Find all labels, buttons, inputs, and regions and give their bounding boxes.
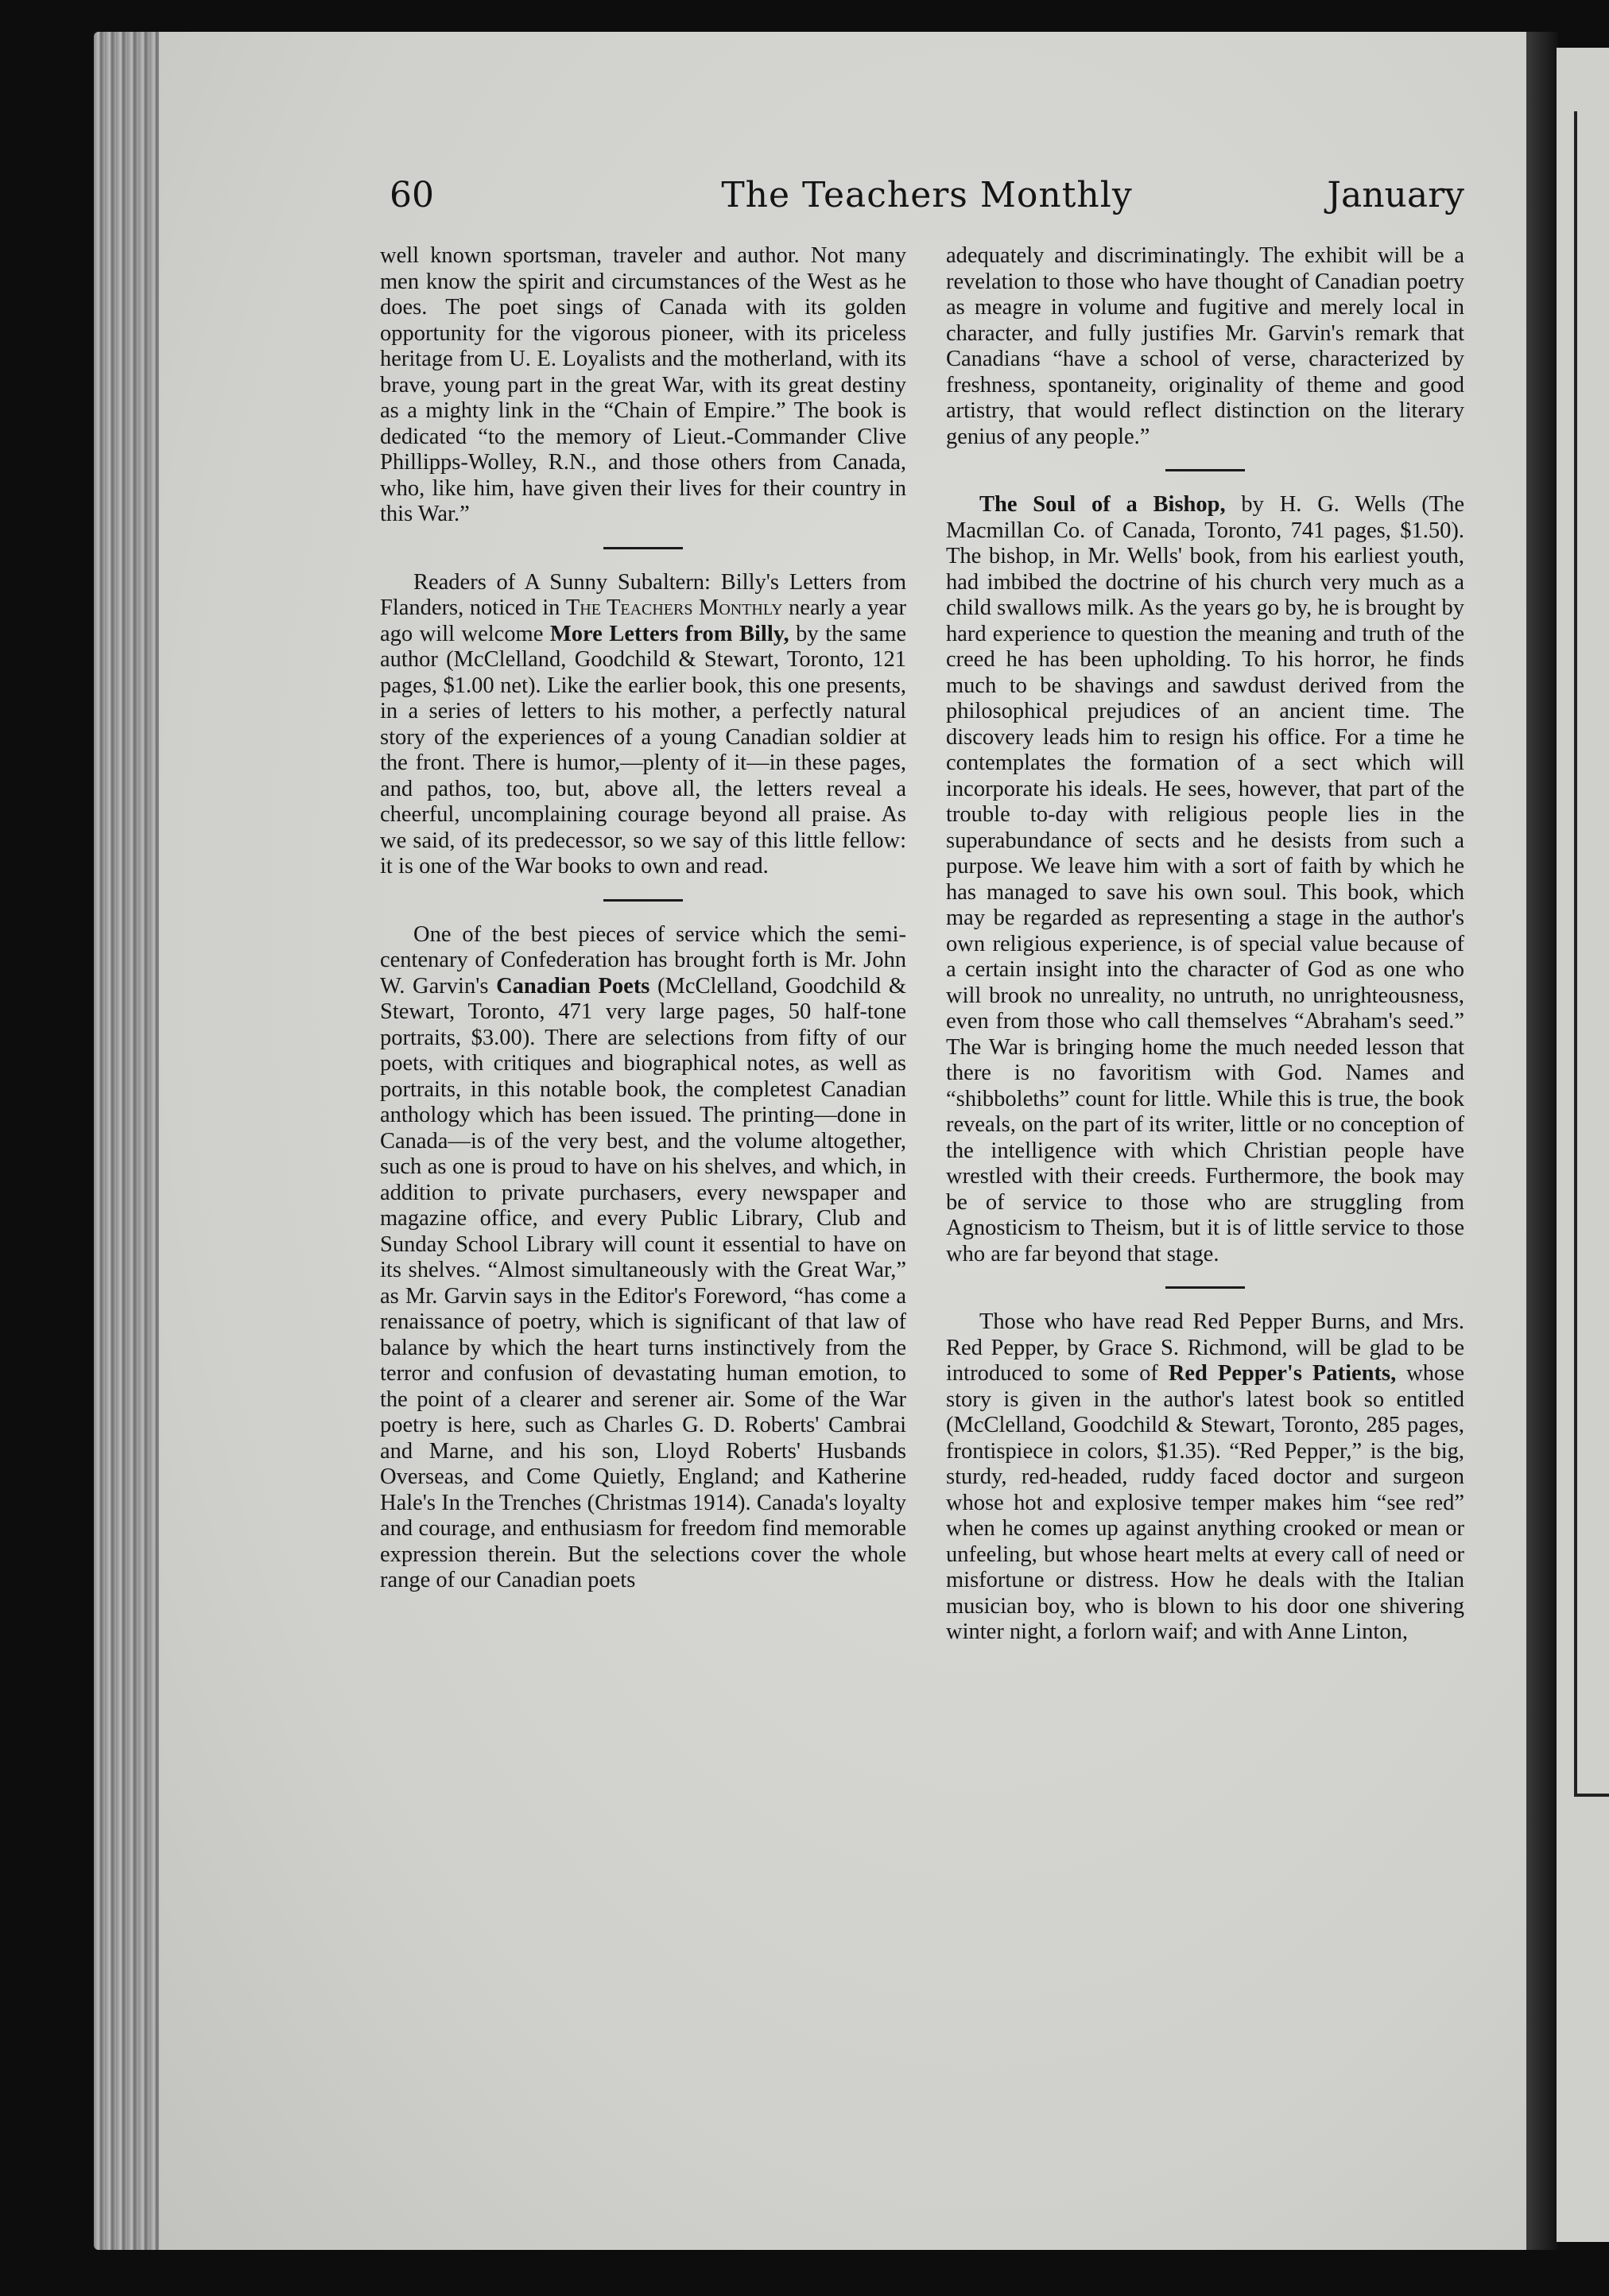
left-column bbox=[380, 243, 906, 1594]
text-run: by the same author (McClelland, Goodchild & Stewart, Toronto, 121 pages, $1.00 net). Like the earlier book, this one presents, in a series of letters to his mother, a perfectly natural story of the experiences of a young Canadian soldier at the front. There is humor,—plenty of it—in these pages, and pathos, too, but, above all, the letters reveal a cheerful, uncomplaining courage beyond all praise. As we said, of its predecessor, so we say of this little fellow: it is one of the War books to own and read. bbox=[380, 621, 906, 878]
section-divider bbox=[1165, 469, 1245, 471]
review-paragraph-soul-of-bishop bbox=[946, 492, 1464, 1267]
book-title-bold: Canadian Poets bbox=[496, 973, 650, 999]
running-header bbox=[390, 175, 1464, 231]
review-paragraph-canadian-poets bbox=[380, 922, 906, 1594]
section-divider bbox=[1165, 1286, 1245, 1289]
review-paragraph-sportsman: well known sportsman, traveler and author. Not many men know the spirit and circumstances of the West as he does. The poet sings of Canada with its golden opportunity for the vigorous pioneer, with its priceless heritage from U. E. Loyalists and the motherland, with its brave, young part in the great War, with its great destiny as a mighty link in the “Chain of Empire.” The book is dedicated “to the memory of Lieut.-Commander Clive Phillipps-Wolley, R.N., and those others from Canada, who, like him, have given their lives for their country in this War.” bbox=[380, 243, 906, 526]
text-run: whose story is given in the author's latest book so entitled (McClelland, Goodchild & Stewart, Toronto, 285 pages, frontispiece in colors, $1.35). “Red Pepper,” is the big, sturdy, red-headed, ruddy faced doctor and surgeon whose hot and explosive temper makes him “see red” when he comes up against anything crooked or mean or unfeeling, but whose heart melts at every call of need or misfortune or distress. How he deals with the Italian musician boy, who is blown to his door one shivering winter night, a forlorn waif; and with Anne Linton, bbox=[946, 1361, 1464, 1644]
section-divider bbox=[603, 899, 683, 902]
text-run: (McClelland, Goodchild & Stewart, Toronto, 471 very large pages, 50 half-tone portraits, $3.00). There are selections from fifty of our poets, with critiques and biographical notes, as well as portraits, in this notable book, the completest Canadian anthology which has been issued. The printing—done in Canada—is of the very best, and the volume altogether, such as one is proud to have on his shelves, and which, in addition to private purchasers, every newspaper and magazine office, and every Public Library, Club and Sunday School Library will count it essential to have on its shelves. “Almost simultaneously with the Great War,” as Mr. Garvin says in the Editor's Foreword, “has come a renaissance of poetry, which is significant of that law of balance by which the heart turns instinctively from the terror and confusion of devastating human emotion, to the point of a clearer and serener air. Some of the War poetry is here, such as Charles G. D. Roberts' Cambrai and Marne, and his son, Lloyd Roberts' Husbands Overseas, and Come Quietly, England; and Katherine Hale's In the Trenches (Christmas 1914). Canada's loyalty and courage, and enthusiasm for freedom find memorable expression therein. But the selections cover the whole range of our Canadian poets bbox=[380, 973, 906, 1592]
book-gutter bbox=[1526, 32, 1558, 2250]
journal-name-smallcaps: The Teachers Monthly bbox=[565, 595, 783, 620]
text-run: by H. G. Wells (The Macmillan Co. of Canada, Toronto, 741 pages, $1.50). The bishop, in Mr. Wells' book, from his earliest youth, had imbibed the doctrine of his church very much as a child swallows milk. As the years go by, he is brought by hard experience to question the meaning and truth of the creed he has been upholding. To his horror, he finds much to be shavings and sawdust derived from the philosophical prejudices of an ancient time. The discovery leads him to resign his office. For a time he contemplates the formation of a sect which will incorporate his ideals. He sees, however, that part of the trouble to-day with religious people lies in the superabundance of sects and he desists from such a purpose. We leave him with a sort of faith by which he has managed to save his own soul. This book, which may be regarded as representing a stage in the author's own religious experience, is of special value because of a certain insight into the character of God as one who will brook no unreality, no untruth, no unrighteousness, even from those who call themselves “Abraham's seed.” The War is bringing home the much needed lesson that there is no favoritism with God. Names and “shibboleths” count for little. While this is true, the book reveals, on the part of its writer, little or no conception of the intelligence with which Christian people have wrestled with their creeds. Furthermore, the book may be of service to those who are struggling from Agnosticism to Theism, but it is of little service to those who are far beyond that stage. bbox=[946, 492, 1464, 1266]
review-paragraph-billy bbox=[380, 570, 906, 880]
page-number: 60 bbox=[390, 175, 434, 215]
text-run: One of the best pieces of service which the semi-centenary of Confederation has brought forth is Mr. John W. Garvin's bbox=[380, 921, 906, 999]
review-paragraph-continued: adequately and discriminatingly. The exhibit will be a revelation to those who have thought of Canadian poetry as meagre in volume and fugitive and merely local in character, and fully justifies Mr. Garvin's remark that Canadians “have a school of verse, characterized by freshness, spontaneity, originality of theme and good artistry, that would reflect distinction on the literary genius of any people.” bbox=[946, 243, 1464, 449]
issue-month: January bbox=[1327, 175, 1464, 215]
text-run: nearly a year ago will welcome bbox=[380, 595, 906, 646]
facing-page-rule-bottom bbox=[1574, 1794, 1609, 1797]
facing-page-rule bbox=[1574, 111, 1577, 1797]
text-run: Those who have read Red Pepper Burns, and Mrs. Red Pepper, by Grace S. Richmond, will be glad to be introduced to some of bbox=[946, 1309, 1464, 1386]
book-title-bold: Red Pepper's Patients, bbox=[1168, 1361, 1397, 1386]
text-run: Readers of A Sunny Subaltern: Billy's Letters from Flanders, noticed in bbox=[380, 569, 906, 620]
journal-title: The Teachers Monthly bbox=[721, 175, 1133, 215]
book-title-bold: More Letters from Billy, bbox=[549, 621, 789, 646]
review-paragraph-red-pepper bbox=[946, 1309, 1464, 1646]
facing-page-edge bbox=[1557, 48, 1609, 2242]
right-column bbox=[946, 243, 1464, 1646]
book-title-bold: The Soul of a Bishop, bbox=[979, 492, 1226, 517]
section-divider bbox=[603, 547, 683, 549]
